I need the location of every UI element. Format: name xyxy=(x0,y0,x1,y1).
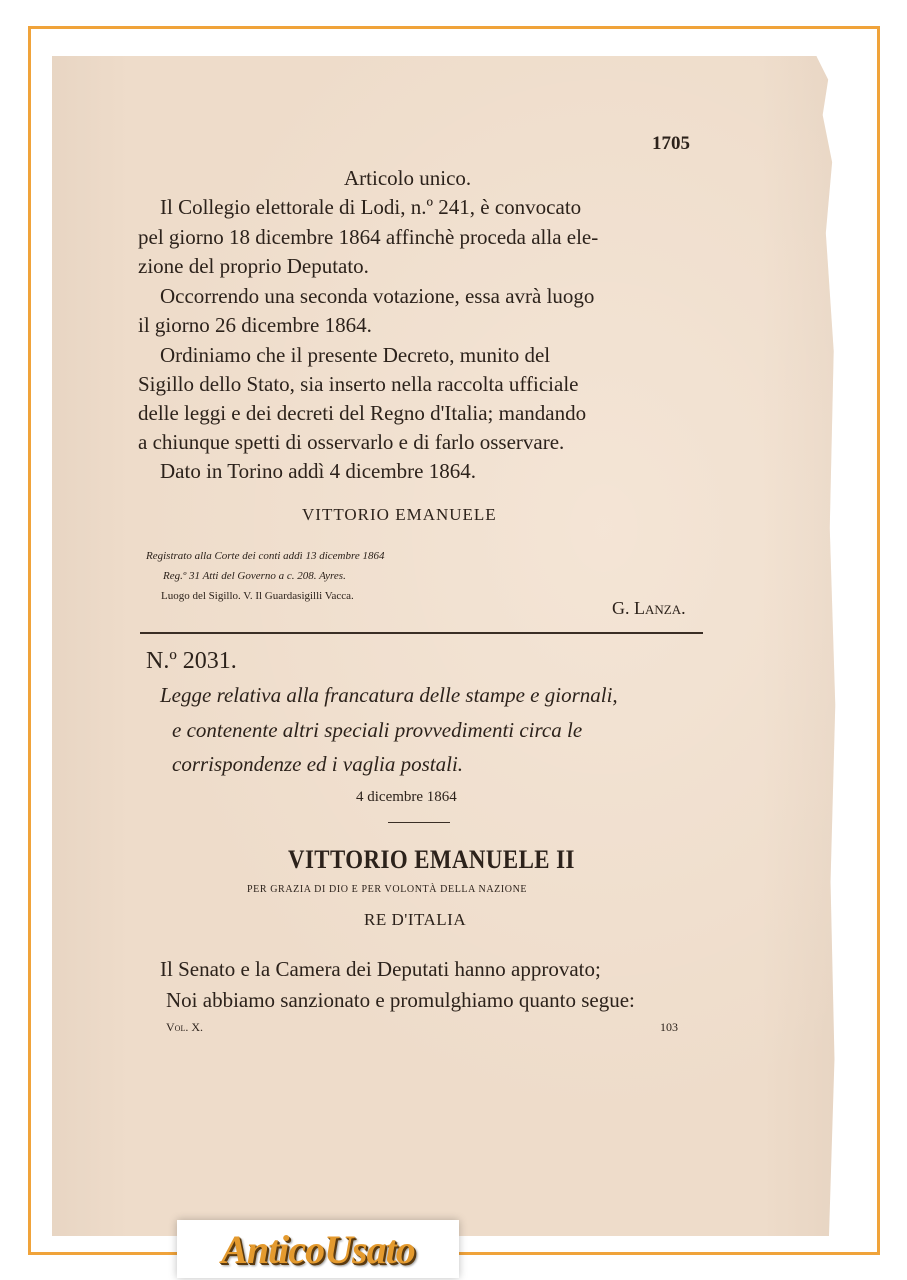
paragraph-line: Dato in Torino addì 4 dicembre 1864. xyxy=(160,459,476,483)
registration-line: Luogo del Sigillo. V. Il Guardasigilli Vacca. xyxy=(161,590,354,602)
paragraph-line: Sigillo dello Stato, sia inserto nella raccolta ufficiale xyxy=(138,372,579,396)
enacting-line: Il Senato e la Camera dei Deputati hanno approvato; xyxy=(160,957,601,981)
law-title-line: e contenente altri speciali provvedimenti circa le xyxy=(172,718,583,742)
law-number: N.º 2031. xyxy=(146,648,237,674)
king-title: VITTORIO EMANUELE II xyxy=(288,845,575,874)
paragraph-line: delle leggi e dei decreti del Regno d'Italia; mandando xyxy=(138,401,587,425)
law-date: 4 dicembre 1864 xyxy=(356,789,457,805)
grace-line: PER GRAZIA DI DIO E PER VOLONTÀ DELLA NAZIONE xyxy=(247,884,528,895)
law-title-line: corrispondenze ed i vaglia postali. xyxy=(172,752,464,776)
anticousato-logo xyxy=(177,1220,459,1278)
page-number: 1705 xyxy=(652,133,690,154)
section-divider xyxy=(140,632,703,634)
paragraph-line: a chiunque spetti di osservarlo e di farlo osservare. xyxy=(138,430,565,454)
minister-signature: G. Lanza. xyxy=(612,598,686,618)
paragraph-line: zione del proprio Deputato. xyxy=(138,254,369,278)
article-heading: Articolo unico. xyxy=(344,166,472,190)
king-signature: VITTORIO EMANUELE xyxy=(302,505,497,524)
re-line: RE D'ITALIA xyxy=(364,910,467,929)
paragraph-line: Occorrendo una seconda votazione, essa avrà luogo xyxy=(160,284,595,308)
paragraph-line: il giorno 26 dicembre 1864. xyxy=(138,313,372,337)
paragraph-line: pel giorno 18 dicembre 1864 affinchè proceda alla ele- xyxy=(138,225,599,249)
paragraph-line: Ordiniamo che il presente Decreto, munito del xyxy=(160,343,551,367)
logo-text: AnticoUsato xyxy=(221,1226,415,1272)
registration-line: Registrato alla Corte dei conti addì 13 dicembre 1864 xyxy=(146,550,385,562)
short-divider xyxy=(388,822,450,823)
footer-signature-number: 103 xyxy=(660,1020,678,1034)
enacting-line: Noi abbiamo sanzionato e promulghiamo quanto segue: xyxy=(166,988,635,1012)
registration-line: Reg.º 31 Atti del Governo a c. 208. Ayres. xyxy=(163,570,346,582)
footer-volume: Vol. X. xyxy=(166,1020,203,1034)
paragraph-line: Il Collegio elettorale di Lodi, n.º 241, è convocato xyxy=(160,195,582,219)
law-title-line: Legge relativa alla francatura delle stampe e giornali, xyxy=(160,683,618,707)
